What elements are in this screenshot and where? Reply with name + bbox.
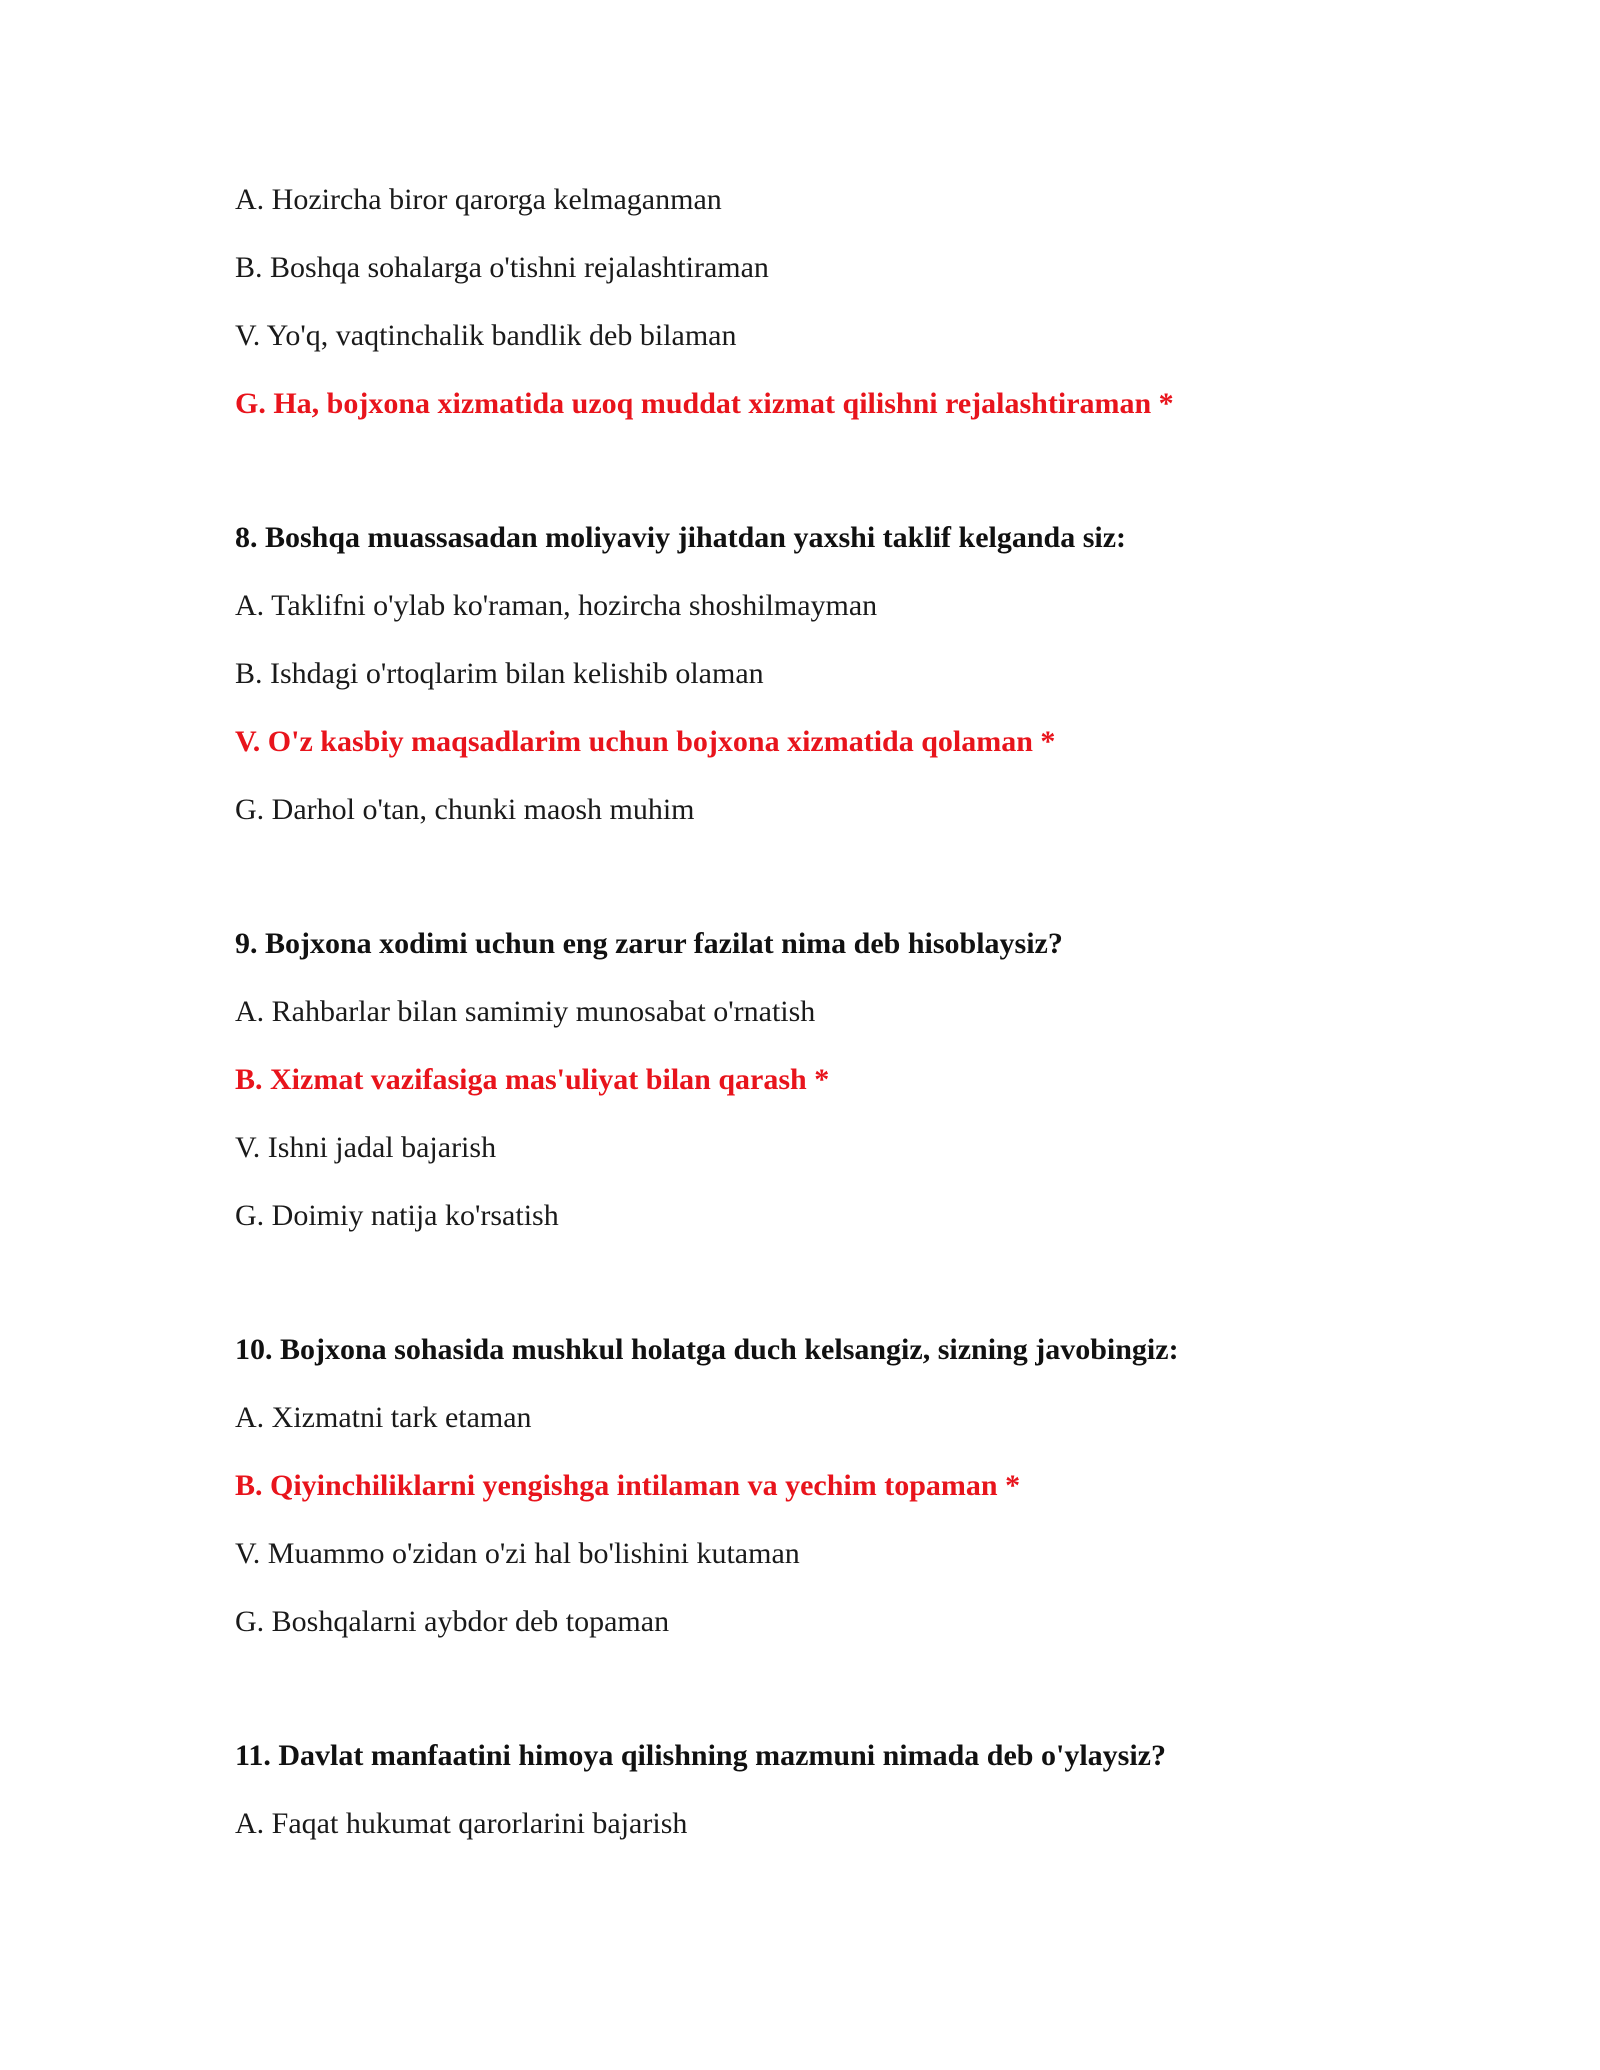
option-b: B. Boshqa sohalarga o'tishni rejalashtiraman	[235, 251, 769, 284]
question-block-10	[235, 1330, 1495, 1642]
option-a: A. Taklifni o'ylab ko'raman, hozircha shoshilmayman	[235, 589, 878, 622]
option-v-correct: V. O'z kasbiy maqsadlarim uchun bojxona xizmatida qolaman *	[235, 725, 1056, 758]
option-b: B. Ishdagi o'rtoqlarim bilan kelishib olaman	[235, 657, 764, 690]
question-text: 10. Bojxona sohasida mushkul holatga duch kelsangiz, sizning javobingiz:	[235, 1333, 1179, 1366]
spacer	[235, 1264, 1495, 1330]
option-v: V. Muammo o'zidan o'zi hal bo'lishini kutaman	[235, 1537, 800, 1570]
option-g: G. Darhol o'tan, chunki maosh muhim	[235, 793, 695, 826]
option-a: A. Hozircha biror qarorga kelmaganman	[235, 183, 722, 216]
question-text: 8. Boshqa muassasadan moliyaviy jihatdan yaxshi taklif kelganda siz:	[235, 521, 1127, 554]
option-a: A. Rahbarlar bilan samimiy munosabat o'rnatish	[235, 995, 816, 1028]
document-page	[235, 180, 1495, 1872]
question-block-7	[235, 180, 1495, 424]
question-text: 11. Davlat manfaatini himoya qilishning mazmuni nimada deb o'ylaysiz?	[235, 1739, 1166, 1772]
question-text: 9. Bojxona xodimi uchun eng zarur fazilat nima deb hisoblaysiz?	[235, 927, 1063, 960]
spacer	[235, 858, 1495, 924]
question-block-11	[235, 1736, 1495, 1844]
question-block-9	[235, 924, 1495, 1236]
option-b-correct: B. Qiyinchiliklarni yengishga intilaman va yechim topaman *	[235, 1469, 1021, 1502]
option-v: V. Ishni jadal bajarish	[235, 1131, 497, 1164]
option-a: A. Xizmatni tark etaman	[235, 1401, 532, 1434]
spacer	[235, 1670, 1495, 1736]
spacer	[235, 452, 1495, 518]
option-a: A. Faqat hukumat qarorlarini bajarish	[235, 1807, 688, 1840]
option-g-correct: G. Ha, bojxona xizmatida uzoq muddat xizmat qilishni rejalashtiraman *	[235, 387, 1174, 420]
option-g: G. Boshqalarni aybdor deb topaman	[235, 1605, 670, 1638]
question-block-8	[235, 518, 1495, 830]
option-v: V. Yo'q, vaqtinchalik bandlik deb bilaman	[235, 319, 737, 352]
option-g: G. Doimiy natija ko'rsatish	[235, 1199, 559, 1232]
option-b-correct: B. Xizmat vazifasiga mas'uliyat bilan qarash *	[235, 1063, 830, 1096]
